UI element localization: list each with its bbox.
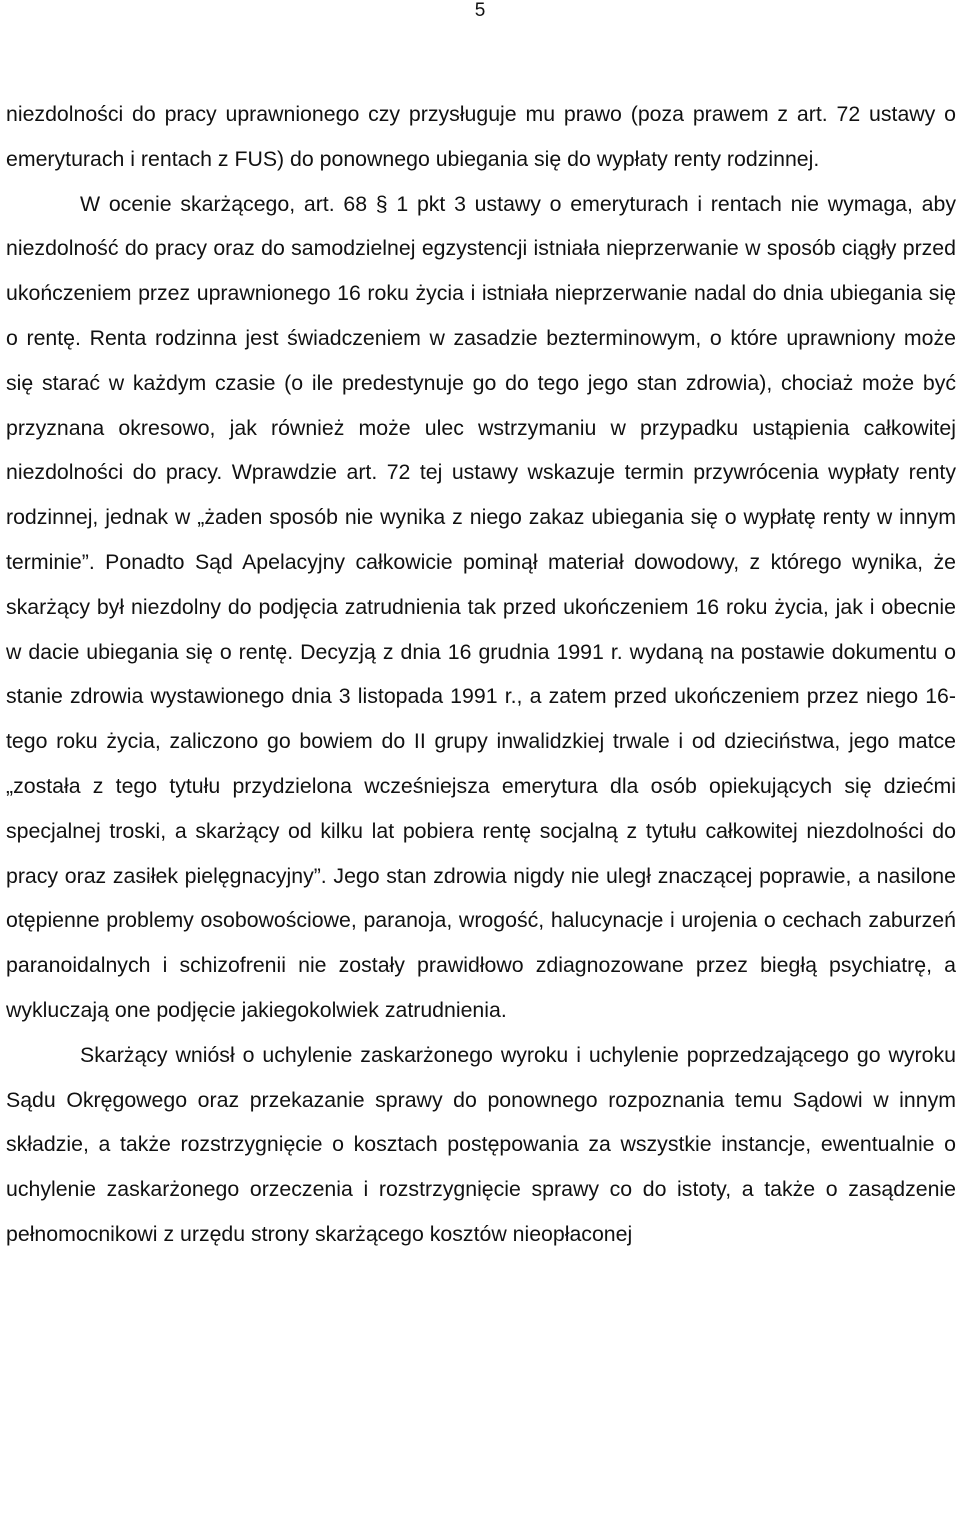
paragraph-1: niezdolności do pracy uprawnionego czy przysługuje mu prawo (poza prawem z art. 72 ustawy o emeryturach i rentach z FUS) do ponownego ubiegania się do wypłaty renty rodzinnej.	[6, 102, 956, 171]
document-body	[6, 92, 956, 1257]
page-number: 5	[474, 0, 486, 21]
paragraph-3: Skarżący wniósł o uchylenie zaskarżonego wyroku i uchylenie poprzedzającego go wyroku Sądu Okręgowego oraz przekazanie sprawy do ponownego rozpoznania temu Sądowi w innym składzie, a także rozstrzygnięcie o kosztach postępowania za wszystkie instancje, ewentualnie o uchylenie zaskarżonego orzeczenia i rozstrzygnięcie sprawy co do istoty, a także o zasądzenie pełnomocnikowi z urzędu strony skarżącego kosztów nieopłaconej	[6, 1042, 956, 1246]
paragraph-2: W ocenie skarżącego, art. 68 § 1 pkt 3 ustawy o emeryturach i rentach nie wymaga, aby niezdolność do pracy oraz do samodzielnej egzystencji istniała nieprzerwanie w sposób ciągły przed ukończeniem przez uprawnionego 16 roku życia i istniała nieprzerwanie nadal do dnia ubiegania się o rentę. Renta rodzinna jest świadczeniem w zasadzie bezterminowym, o które uprawniony może się starać w każdym czasie (o ile predestynuje go do tego jego stan zdrowia), chociaż może być przyznana okresowo, jak również może ulec wstrzymaniu w przypadku ustąpienia całkowitej niezdolności do pracy. Wprawdzie art. 72 tej ustawy wskazuje termin przywrócenia wypłaty renty rodzinnej, jednak w „żaden sposób nie wynika z niego zakaz ubiegania się o wypłatę renty w innym terminie”. Ponadto Sąd Apelacyjny całkowicie pominął materiał dowodowy, z którego wynika, że skarżący był niezdolny do podjęcia zatrudnienia tak przed ukończeniem 16 roku życia, jak i obecnie w dacie ubiegania się o rentę. Decyzją z dnia 16 grudnia 1991 r. wydaną na postawie dokumentu o stanie zdrowia wystawionego dnia 3 listopada 1991 r., a zatem przed ukończeniem przez niego 16-tego roku życia, zaliczono go bowiem do II grupy inwalidzkiej trwale i od dzieciństwa, jego matce „została z tego tytułu przydzielona wcześniejsza emerytura dla osób opiekujących się dziećmi specjalnej troski, a skarżący od kilku lat pobiera rentę socjalną z tytułu całkowitej niezdolności do pracy oraz zasiłek pielęgnacyjny”. Jego stan zdrowia nigdy nie uległ znaczącej poprawie, a nasilone otępienne problemy osobowościowe, paranoja, wrogość, halucynacje i urojenia o cechach zaburzeń paranoidalnych i schizofrenii nie zostały prawidłowo zdiagnozowane przez biegłą psychiatrę, a wykluczają one podjęcie jakiegokolwiek zatrudnienia.	[6, 191, 956, 1022]
